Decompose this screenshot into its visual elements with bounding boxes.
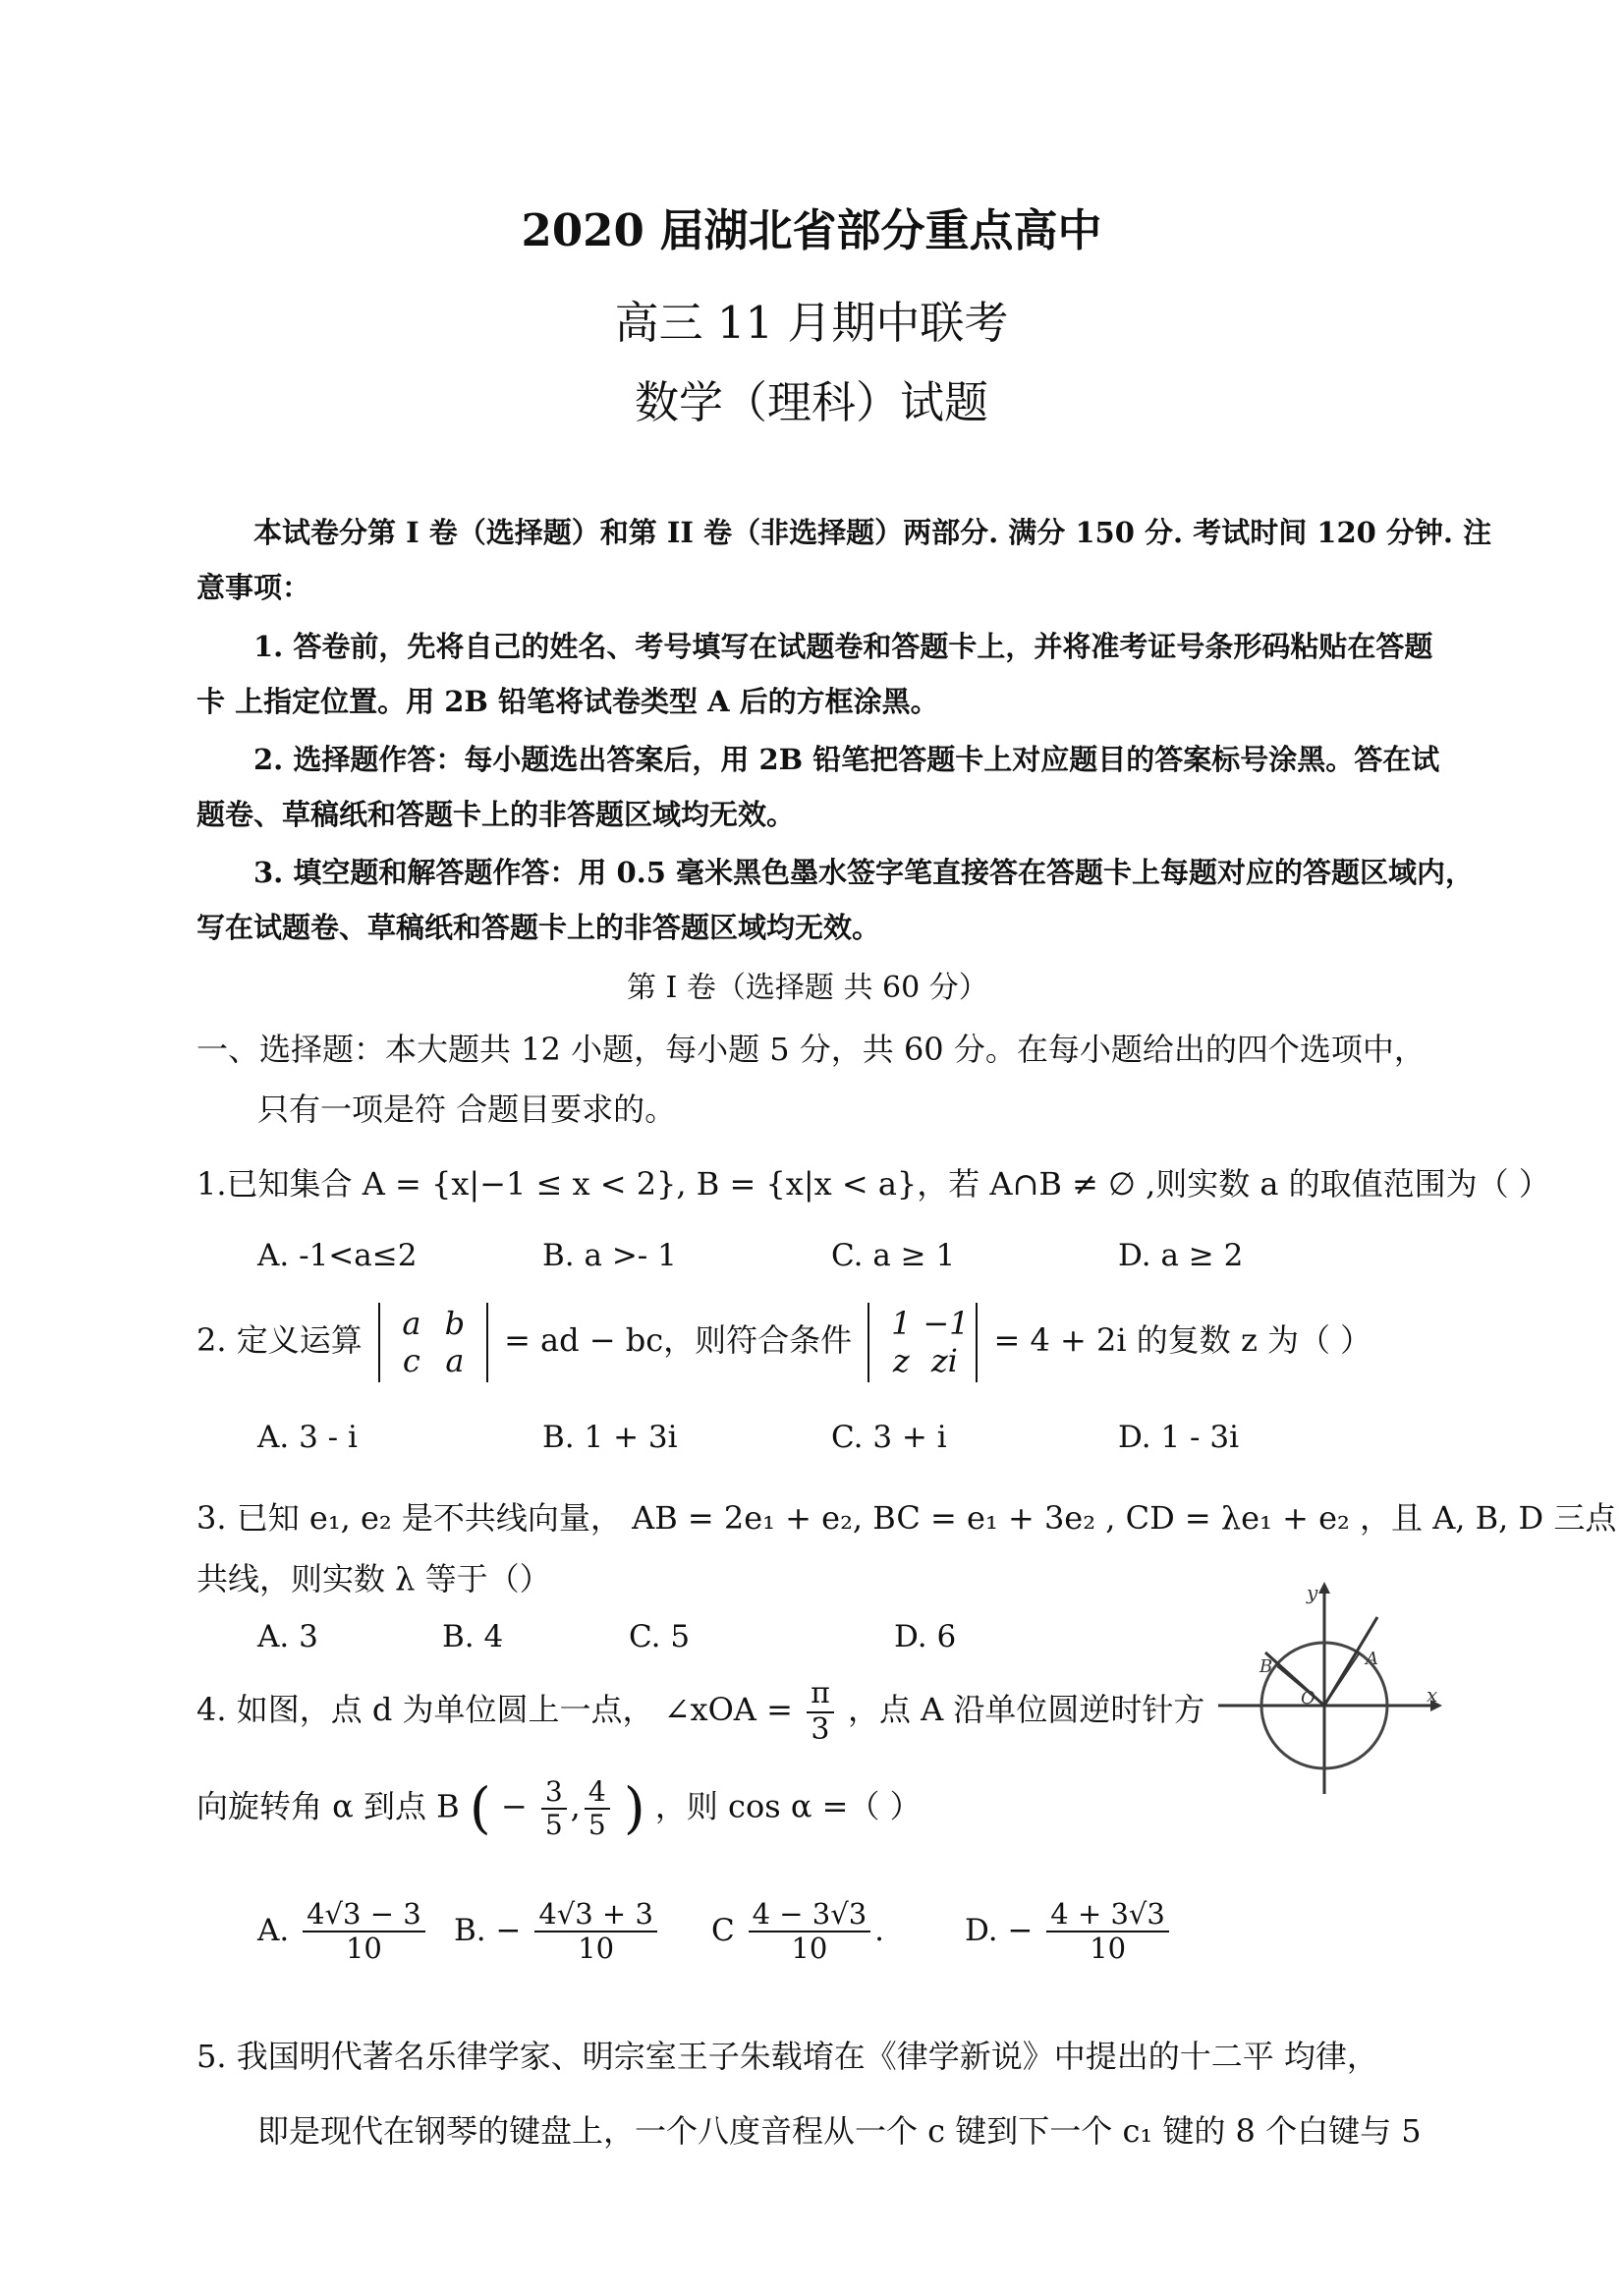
q1-option-b: B. a >- 1	[542, 1238, 677, 1273]
q4-option-c-label: C	[711, 1912, 735, 1948]
q4-paren-right: )	[623, 1776, 645, 1841]
q4-by-den: 5	[588, 1809, 606, 1842]
q3-option-d: D. 6	[894, 1619, 957, 1654]
note2-line1: 2. 选择题作答：每小题选出答案后，用 2B 铅笔把答题卡上对应题目的答案标号涂黑。答在试	[253, 743, 1440, 776]
unit-circle-figure	[1214, 1576, 1446, 1798]
q2-suffix: = 4 + 2i 的复数 z 为（ ）	[993, 1320, 1372, 1359]
q2-option-a: A. 3 - i	[257, 1420, 358, 1455]
figure-y-label: y	[1307, 1581, 1318, 1604]
q2-mid: = ad − bc，则符合条件	[504, 1320, 853, 1359]
q4-minus-sign: −	[500, 1787, 528, 1825]
exam-title-line3: 数学（理科）试题	[634, 376, 988, 428]
q4-option-a-fraction	[303, 1898, 425, 1966]
q4-option-a	[257, 1898, 429, 1966]
q4-angle-num: π	[807, 1677, 834, 1713]
q4-option-d	[965, 1898, 1173, 1966]
figure-point-a-label: A	[1366, 1649, 1378, 1669]
det2-a: 1	[891, 1305, 912, 1342]
q4-angle-den: 3	[811, 1711, 830, 1747]
q3-option-b: B. 4	[442, 1619, 504, 1654]
figure-x-label: x	[1427, 1683, 1438, 1707]
note1-line1: 1. 答卷前，先将自己的姓名、考号填写在试题卷和答题卡上，并将准考证号条形码粘贴在答题	[253, 630, 1433, 663]
q4-option-c-num: 4 − 3√3	[749, 1898, 871, 1932]
figure-point-b-label: B	[1259, 1656, 1273, 1677]
q4-option-a-label: A.	[257, 1912, 290, 1948]
q4-option-b-num: 4√3 + 3	[534, 1898, 657, 1932]
det1-c: c	[402, 1342, 420, 1380]
figure-origin-label: O	[1301, 1688, 1315, 1708]
note3-line2: 写在试题卷、草稿纸和答题卡上的非答题区域均无效。	[196, 911, 881, 944]
q4-line2-start: 向旋转角 α 到点 B	[196, 1787, 460, 1825]
q1-option-c: C. a ≥ 1	[831, 1238, 956, 1273]
section1-heading-line2: 只有一项是符 合题目要求的。	[257, 1091, 677, 1128]
det2-c: z	[892, 1342, 910, 1380]
q4-comma: ,	[570, 1787, 581, 1825]
q4-option-c-fraction	[749, 1898, 871, 1966]
det1-d: a	[445, 1342, 465, 1380]
det2-d: zi	[930, 1342, 958, 1380]
q4-option-b-fraction	[534, 1898, 657, 1966]
q4-option-c-dot: .	[874, 1912, 885, 1948]
q4-point-b-x	[541, 1776, 567, 1841]
q4-option-b-label: B. −	[454, 1912, 522, 1948]
question-5-line2: 即是现代在钢琴的键盘上，一个八度音程从一个 c 键到下一个 c₁ 键的 8 个白键与 5	[257, 2112, 1422, 2150]
q2-option-d: D. 1 - 3i	[1118, 1420, 1240, 1455]
q4-option-a-num: 4√3 − 3	[303, 1898, 425, 1932]
exam-title-line1: 2020 届湖北省部分重点高中	[521, 204, 1102, 256]
q4-option-c-den: 10	[791, 1932, 828, 1966]
note1-line2: 卡 上指定位置。用 2B 铅笔将试卷类型 A 后的方框涂黑。	[196, 685, 939, 718]
section1-heading-line1: 一、选择题：本大题共 12 小题，每小题 5 分，共 60 分。在每小题给出的四个选项中，	[196, 1031, 1426, 1068]
question-4-line1	[196, 1677, 1204, 1747]
q1-option-d: D. a ≥ 2	[1118, 1238, 1244, 1273]
q3-option-c: C. 5	[629, 1619, 691, 1654]
q2-determinant-definition	[378, 1303, 488, 1382]
question-3-line2: 共线，则实数 λ 等于（）	[196, 1560, 551, 1597]
q1-option-a: A. -1<a≤2	[257, 1238, 418, 1273]
q4-option-c	[711, 1898, 884, 1966]
q4-angle-fraction	[807, 1677, 834, 1747]
q2-option-b: B. 1 + 3i	[542, 1420, 678, 1455]
note2-line2: 题卷、草稿纸和答题卡上的非答题区域均无效。	[196, 798, 796, 831]
question-1: 1.已知集合 A = {x|−1 ≤ x < 2}, B = {x|x < a}，若 A∩B ≠ ∅ ,则实数 a 的取值范围为（ ）	[196, 1165, 1550, 1203]
question-5-line1: 5. 我国明代著名乐律学家、明宗室王子朱载堉在《律学新说》中提出的十二平 均律，	[196, 2038, 1378, 2075]
q4-option-d-num: 4 + 3√3	[1046, 1898, 1169, 1932]
q4-line2-end: ，则 cos α =（ ）	[654, 1787, 922, 1825]
q4-option-b-den: 10	[578, 1932, 615, 1966]
q4-line1-end: ，点 A 沿单位圆逆时针方	[847, 1691, 1205, 1728]
q2-prefix: 2. 定义运算	[196, 1320, 363, 1359]
q4-option-d-den: 10	[1090, 1932, 1127, 1966]
q2-option-c: C. 3 + i	[831, 1420, 947, 1455]
det1-b: b	[444, 1305, 466, 1342]
q4-point-b-y	[585, 1776, 610, 1841]
q4-option-d-fraction	[1046, 1898, 1169, 1966]
question-3-line1: 3. 已知 e₁, e₂ 是不共线向量， AB = 2e₁ + e₂, BC = e₁ + 3e₂ , CD = λe₁ + e₂ ，且 A, B, D 三点	[196, 1499, 1617, 1537]
q4-bx-den: 5	[544, 1809, 563, 1842]
det1-a: a	[402, 1305, 421, 1342]
q4-by-num: 4	[585, 1776, 610, 1810]
part1-heading: 第 I 卷（选择题 共 60 分）	[627, 971, 988, 1005]
q4-paren-left: (	[469, 1776, 491, 1841]
exam-title-line2: 高三 11 月期中联考	[614, 297, 1009, 349]
q2-determinant-condition	[867, 1303, 978, 1382]
question-2	[196, 1303, 1371, 1382]
question-4-line2	[196, 1776, 922, 1841]
q4-option-d-label: D. −	[965, 1912, 1034, 1948]
note3-line1: 3. 填空题和解答题作答：用 0.5 毫米黑色墨水签字笔直接答在答题卡上每题对应的答题区域内，	[253, 856, 1475, 889]
q4-line1-start: 4. 如图，点 d 为单位圆上一点， ∠xOA =	[196, 1691, 793, 1728]
q4-bx-num: 3	[541, 1776, 567, 1810]
intro-line1: 本试卷分第 I 卷（选择题）和第 II 卷（非选择题）两部分. 满分 150 分. 考试时间 120 分钟. 注	[253, 516, 1492, 549]
q4-option-a-den: 10	[345, 1932, 382, 1966]
q3-option-a: A. 3	[257, 1619, 318, 1654]
q4-option-b	[454, 1898, 661, 1966]
intro-line2: 意事项：	[196, 571, 311, 604]
det2-b: −1	[923, 1305, 970, 1342]
